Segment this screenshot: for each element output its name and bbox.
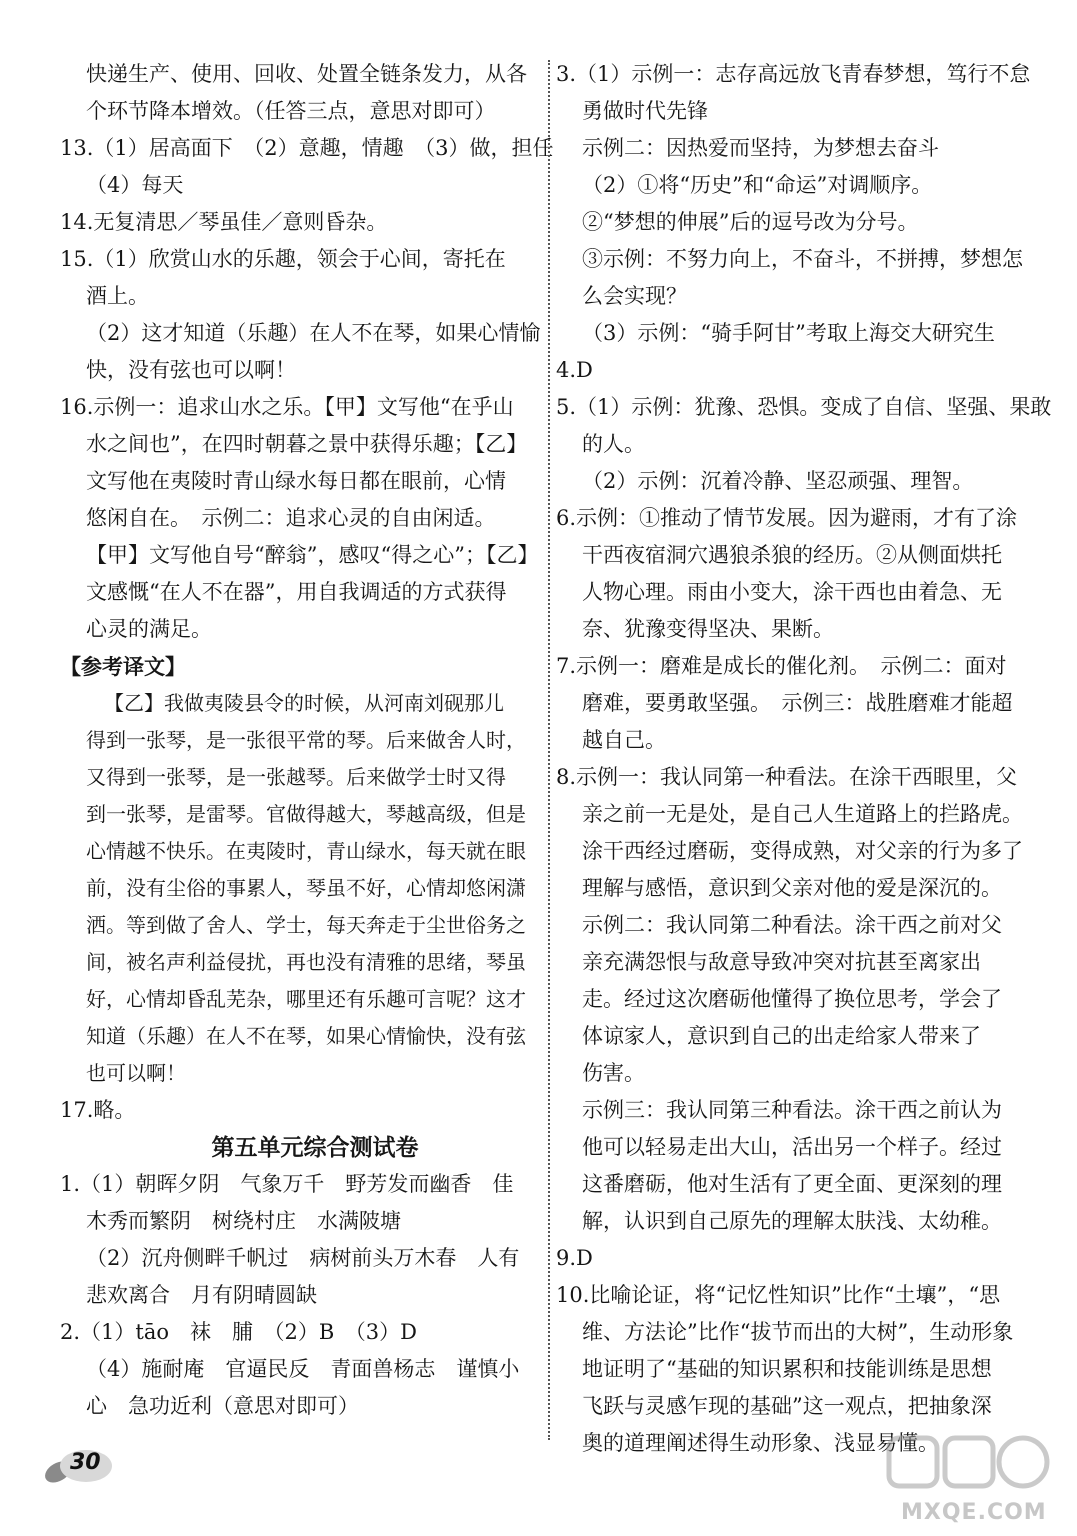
text-line: 示例二：我认同第二种看法。涂干西之前对父 bbox=[582, 913, 1002, 937]
page-number-badge bbox=[36, 1442, 116, 1492]
text-line: 17.略。 bbox=[60, 1098, 136, 1122]
text-line: 快递生产、使用、回收、处置全链条发力，从各 bbox=[86, 62, 527, 86]
text-line: 悠闲自在。 示例二：追求心灵的自由闲适。 bbox=[86, 506, 496, 530]
text-line: 的人。 bbox=[582, 432, 645, 456]
text-line: 间，被名声利益侵扰，再也没有清雅的思绪，琴虽 bbox=[86, 950, 526, 974]
text-line: （2）沉舟侧畔千帆过 病树前头万木春 人有 bbox=[86, 1246, 520, 1270]
text-line: 14.无复清思／琴虽佳／意则昏杂。 bbox=[60, 210, 388, 234]
text-line: （3）示例：“骑手阿甘”考取上海交大研究生 bbox=[582, 321, 995, 345]
text-line: 4.D bbox=[556, 358, 593, 382]
text-line: 文写他在夷陵时青山绿水每日都在眼前，心情 bbox=[86, 469, 506, 493]
text-line: 越自己。 bbox=[582, 728, 666, 752]
text-line: 5.（1）示例：犹豫、恐惧。变成了自信、坚强、果敢 bbox=[556, 395, 1052, 419]
text-line: 前，没有尘俗的事累人，琴虽不好，心情却悠闲潇 bbox=[86, 876, 526, 900]
page-number: 30 bbox=[70, 1450, 101, 1475]
text-line: 【乙】我做夷陵县令的时候，从河南刘砚那儿 bbox=[104, 691, 504, 715]
text-line: 1.（1）朝晖夕阴 气象万千 野芳发而幽香 佳 bbox=[60, 1172, 514, 1196]
watermark-emblem-icon bbox=[883, 1430, 1053, 1500]
text-line: 地证明了“基础的知识累积和技能训练是思想 bbox=[582, 1357, 992, 1381]
text-line: 解，认识到自己原先的理解太肤浅、太幼稚。 bbox=[582, 1209, 1002, 1233]
text-line: 这番磨砺，他对生活有了更全面、更深刻的理 bbox=[582, 1172, 1002, 1196]
text-line: 维、方法论”比作“拔节而出的大树”，生动形象 bbox=[582, 1320, 1014, 1344]
text-line: 13.（1）居高面下 （2）意趣，情趣 （3）做，担任 bbox=[60, 136, 554, 160]
text-line: 2.（1）tāo 袜 脯 （2）B （3）D bbox=[60, 1320, 417, 1344]
text-line: 10.比喻论证，将“记忆性知识”比作“土壤”，“思 bbox=[556, 1283, 1001, 1307]
text-line: 么会实现？ bbox=[582, 284, 687, 308]
text-line: 示例二：因热爱而坚持，为梦想去奋斗 bbox=[582, 136, 939, 160]
text-line: 他可以轻易走出大山，活出另一个样子。经过 bbox=[582, 1135, 1002, 1159]
text-line: 勇做时代先锋 bbox=[582, 99, 708, 123]
text-line: 7.示例一：磨难是成长的催化剂。 示例二：面对 bbox=[556, 654, 1007, 678]
text-line: 又得到一张琴，是一张越琴。后来做学士时又得 bbox=[86, 765, 506, 789]
text-line: 亲之前一无是处，是自己人生道路上的拦路虎。 bbox=[582, 802, 1023, 826]
text-line: 15.（1）欣赏山水的乐趣，领会于心间，寄托在 bbox=[60, 247, 506, 271]
text-line: 知道（乐趣）在人不在琴，如果心情愉快，没有弦 bbox=[86, 1024, 526, 1048]
text-line: 洒。等到做了舍人、学士，每天奔走于尘世俗务之 bbox=[86, 913, 526, 937]
text-line: 快，没有弦也可以啊！ bbox=[86, 358, 296, 382]
text-line: 心情越不快乐。在夷陵时，青山绿水，每天就在眼 bbox=[86, 839, 526, 863]
text-line: 人物心理。雨由小变大，涂干西也由着急、无 bbox=[582, 580, 1002, 604]
text-line: 悲欢离合 月有阴晴圆缺 bbox=[86, 1283, 317, 1307]
text-line: 体谅家人，意识到自己的出走给家人带来了 bbox=[582, 1024, 981, 1048]
text-line: （2）①将“历史”和“命运”对调顺序。 bbox=[582, 173, 933, 197]
text-line: 16.示例一：追求山水之乐。【甲】文写他“在乎山 bbox=[60, 395, 514, 419]
section-heading: 第五单元综合测试卷 bbox=[211, 1134, 419, 1161]
text-line: 也可以啊！ bbox=[86, 1061, 186, 1085]
text-line: 示例三：我认同第三种看法。涂干西之前认为 bbox=[582, 1098, 1002, 1122]
text-line: 到一张琴，是雷琴。官做得越大，琴越高级，但是 bbox=[86, 802, 526, 826]
text-line: 磨难，要勇敢坚强。 示例三：战胜磨难才能超 bbox=[582, 691, 1013, 715]
text-line: 走。经过这次磨砺他懂得了换位思考，学会了 bbox=[582, 987, 1002, 1011]
text-line: 得到一张琴，是一张很平常的琴。后来做舍人时， bbox=[86, 728, 526, 752]
watermark-logo bbox=[883, 1430, 1053, 1530]
right-column bbox=[556, 56, 1052, 1462]
text-line: （2）这才知道（乐趣）在人不在琴，如果心情愉 bbox=[86, 321, 541, 345]
text-line: 8.示例一：我认同第一种看法。在涂干西眼里，父 bbox=[556, 765, 1018, 789]
text-line: 亲充满怨恨与敌意导致冲突对抗甚至离家出 bbox=[582, 950, 981, 974]
text-line: 【甲】文写他自号“醉翁”，感叹“得之心”；【乙】 bbox=[86, 543, 539, 567]
column-divider bbox=[548, 60, 550, 1440]
watermark-text: MXQE.COM bbox=[901, 1500, 1047, 1525]
text-line: 心灵的满足。 bbox=[86, 617, 212, 641]
text-line: 好，心情却昏乱芜杂，哪里还有乐趣可言呢？这才 bbox=[86, 987, 526, 1011]
text-line: （4）施耐庵 官逼民反 青面兽杨志 谨慎小 bbox=[86, 1357, 520, 1381]
text-line: 9.D bbox=[556, 1246, 593, 1270]
text-line: 酒上。 bbox=[86, 284, 149, 308]
text-line: 文感慨“在人不在器”，用自我调适的方式获得 bbox=[86, 580, 507, 604]
text-line: 干西夜宿洞穴遇狼杀狼的经历。②从侧面烘托 bbox=[582, 543, 1002, 567]
text-line: 3.（1）示例一：志存高远放飞青春梦想，笃行不怠 bbox=[556, 62, 1031, 86]
text-line: 奥的道理阐述得生动形象、浅显易懂。 bbox=[582, 1431, 939, 1455]
text-line: 心 急功近利（意思对即可） bbox=[86, 1394, 359, 1418]
text-line: （2）示例：沉着冷静、坚忍顽强、理智。 bbox=[582, 469, 974, 493]
text-line: 伤害。 bbox=[582, 1061, 645, 1085]
text-line: 个环节降本增效。（任答三点，意思对即可） bbox=[86, 99, 496, 123]
text-line: ②“梦想的伸展”后的逗号改为分号。 bbox=[582, 210, 919, 234]
text-line: 飞跃与灵感乍现的基础”这一观点，把抽象深 bbox=[582, 1394, 992, 1418]
text-line: 涂干西经过磨砺，变得成熟，对父亲的行为多了 bbox=[582, 839, 1023, 863]
left-column bbox=[60, 56, 554, 1425]
text-line: 【参考译文】 bbox=[60, 654, 186, 679]
text-line: 木秀而繁阴 树绕村庄 水满陂塘 bbox=[86, 1209, 401, 1233]
text-line: 奈、犹豫变得坚决、果断。 bbox=[582, 617, 834, 641]
text-line: （4）每天 bbox=[86, 173, 184, 197]
text-line: 6.示例：①推动了情节发展。因为避雨，才有了涂 bbox=[556, 506, 1018, 530]
text-line: 理解与感悟，意识到父亲对他的爱是深沉的。 bbox=[582, 876, 1002, 900]
text-line: ③示例：不努力向上，不奋斗，不拼搏，梦想怎 bbox=[582, 247, 1023, 271]
text-line: 水之间也”，在四时朝暮之景中获得乐趣；【乙】 bbox=[86, 432, 528, 456]
